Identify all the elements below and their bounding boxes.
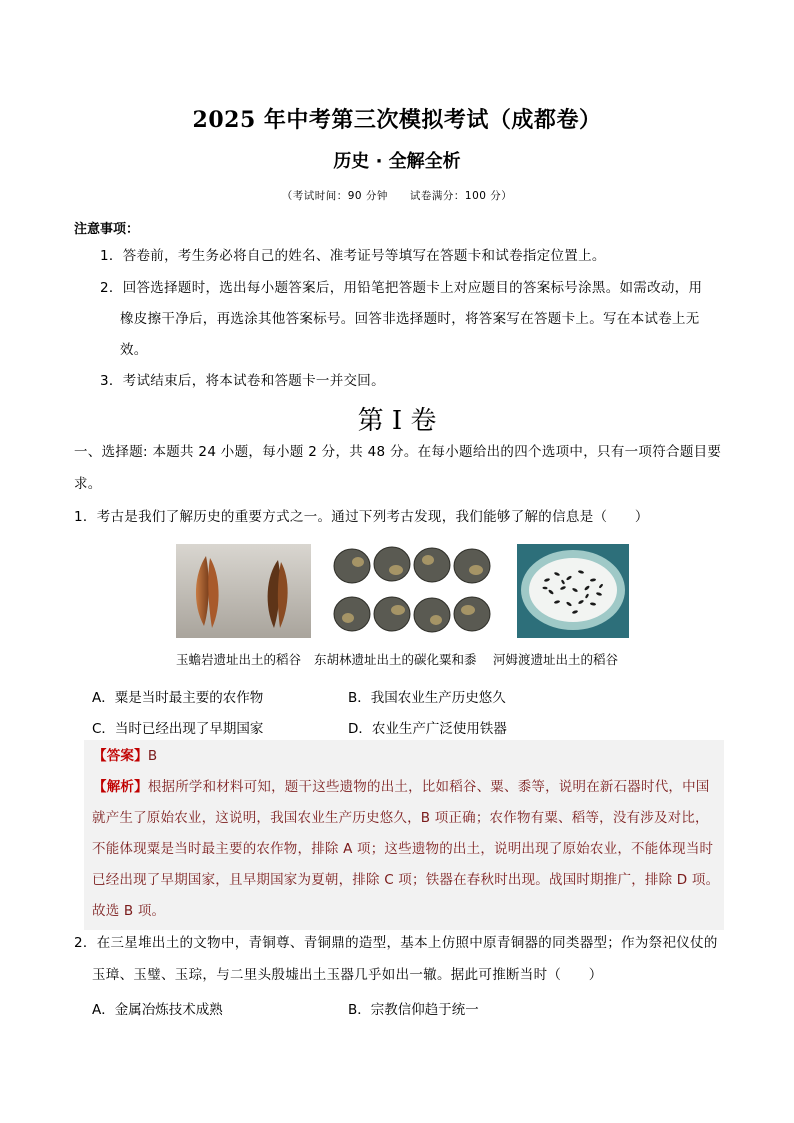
q1-analysis-line-5: 故选 B 项。 — [92, 903, 166, 919]
q1-analysis-line-1 — [93, 772, 723, 803]
q1-analysis-line-2: 就产生了原始农业，这说明，我国农业生产历史悠久，B 项正确；农作物有粟、稻等，没有涉及对比， — [92, 810, 709, 826]
analysis-text-1: 根据所学和材料可知，题干这些遗物的出土，比如稻谷、粟、黍等，说明在新石器时代，中国 — [147, 779, 710, 795]
q2-option-a: A．金属冶炼技术成熟 — [92, 1002, 223, 1018]
caption-hemudu: 河姆渡遗址出土的稻谷 — [493, 652, 619, 667]
answer-tag: 【答案】 — [93, 748, 148, 764]
section-title: 第 I 卷 — [357, 406, 437, 436]
notice-item-3: 3．考试结束后，将本试卷和答题卡一并交回。 — [100, 373, 385, 389]
q1-answer — [93, 741, 723, 772]
caption-donghulin: 东胡林遗址出土的碳化粟和黍 — [314, 652, 477, 667]
q1-option-c: C．当时已经出现了早期国家 — [92, 721, 264, 737]
notice-item-2: 2．回答选择题时，选出每小题答案后，用铅笔把答题卡上对应题目的答案标号涂黑。如需改动，用 — [100, 280, 703, 296]
q1-stem: 1．考古是我们了解历史的重要方式之一。通过下列考古发现，我们能够了解的信息是（ ） — [74, 509, 649, 525]
caption-yuchanyan: 玉蟾岩遗址出土的稻谷 — [176, 652, 302, 667]
q1-option-b: B．我国农业生产历史悠久 — [348, 690, 506, 706]
millet-grain-image — [330, 544, 495, 638]
q1-analysis-line-3: 不能体现粟是当时最主要的农作物，排除 A 项；这些遗物的出土，说明出现了原始农业，不能体现当时 — [92, 841, 714, 857]
exam-info: （考试时间：90 分钟 试卷满分：100 分） — [281, 190, 513, 202]
section-instruction: 一、选择题: 本题共 24 小题，每小题 2 分，共 48 分。在每小题给出的四个选项中，只有一项符合题目要 — [74, 444, 722, 460]
page-subtitle: 历史 · 全解全析 — [333, 151, 461, 172]
q2-stem: 2．在三星堆出土的文物中，青铜尊、青铜鼎的造型，基本上仿照中原青铜器的同类器型；作为祭祀仪仗的 — [74, 935, 718, 951]
q1-analysis-line-4: 已经出现了早期国家，且早期国家为夏朝，排除 C 项；铁器在春秋时出现。战国时期推广，排除 D 项。 — [92, 872, 720, 888]
q2-option-b: B．宗教信仰趋于统一 — [348, 1002, 479, 1018]
notice-item-2-cont: 橡皮擦干净后，再选涂其他答案标号。回答非选择题时，将答案写在答题卡上。写在本试卷上无 — [120, 311, 700, 327]
notice-item-2-cont2: 效。 — [120, 342, 148, 358]
q1-option-a: A．粟是当时最主要的农作物 — [92, 690, 264, 706]
analysis-tag: 【解析】 — [93, 779, 148, 795]
q2-stem-cont: 玉璋、玉璧、玉琮，与二里头殷墟出土玉器几乎如出一辙。据此可推断当时（ ） — [92, 967, 603, 983]
rice-grain-image — [176, 544, 311, 638]
page-title: 2025 年中考第三次模拟考试（成都卷） — [192, 107, 602, 133]
notice-item-1: 1．答卷前，考生务必将自己的姓名、准考证号等填写在答题卡和试卷指定位置上。 — [100, 248, 606, 264]
hemudu-rice-bowl-image — [517, 544, 629, 638]
q1-option-d: D．农业生产广泛使用铁器 — [348, 721, 507, 737]
notice-heading: 注意事项： — [74, 222, 140, 237]
section-instruction-cont: 求。 — [74, 476, 102, 492]
answer-value: B — [147, 748, 158, 764]
